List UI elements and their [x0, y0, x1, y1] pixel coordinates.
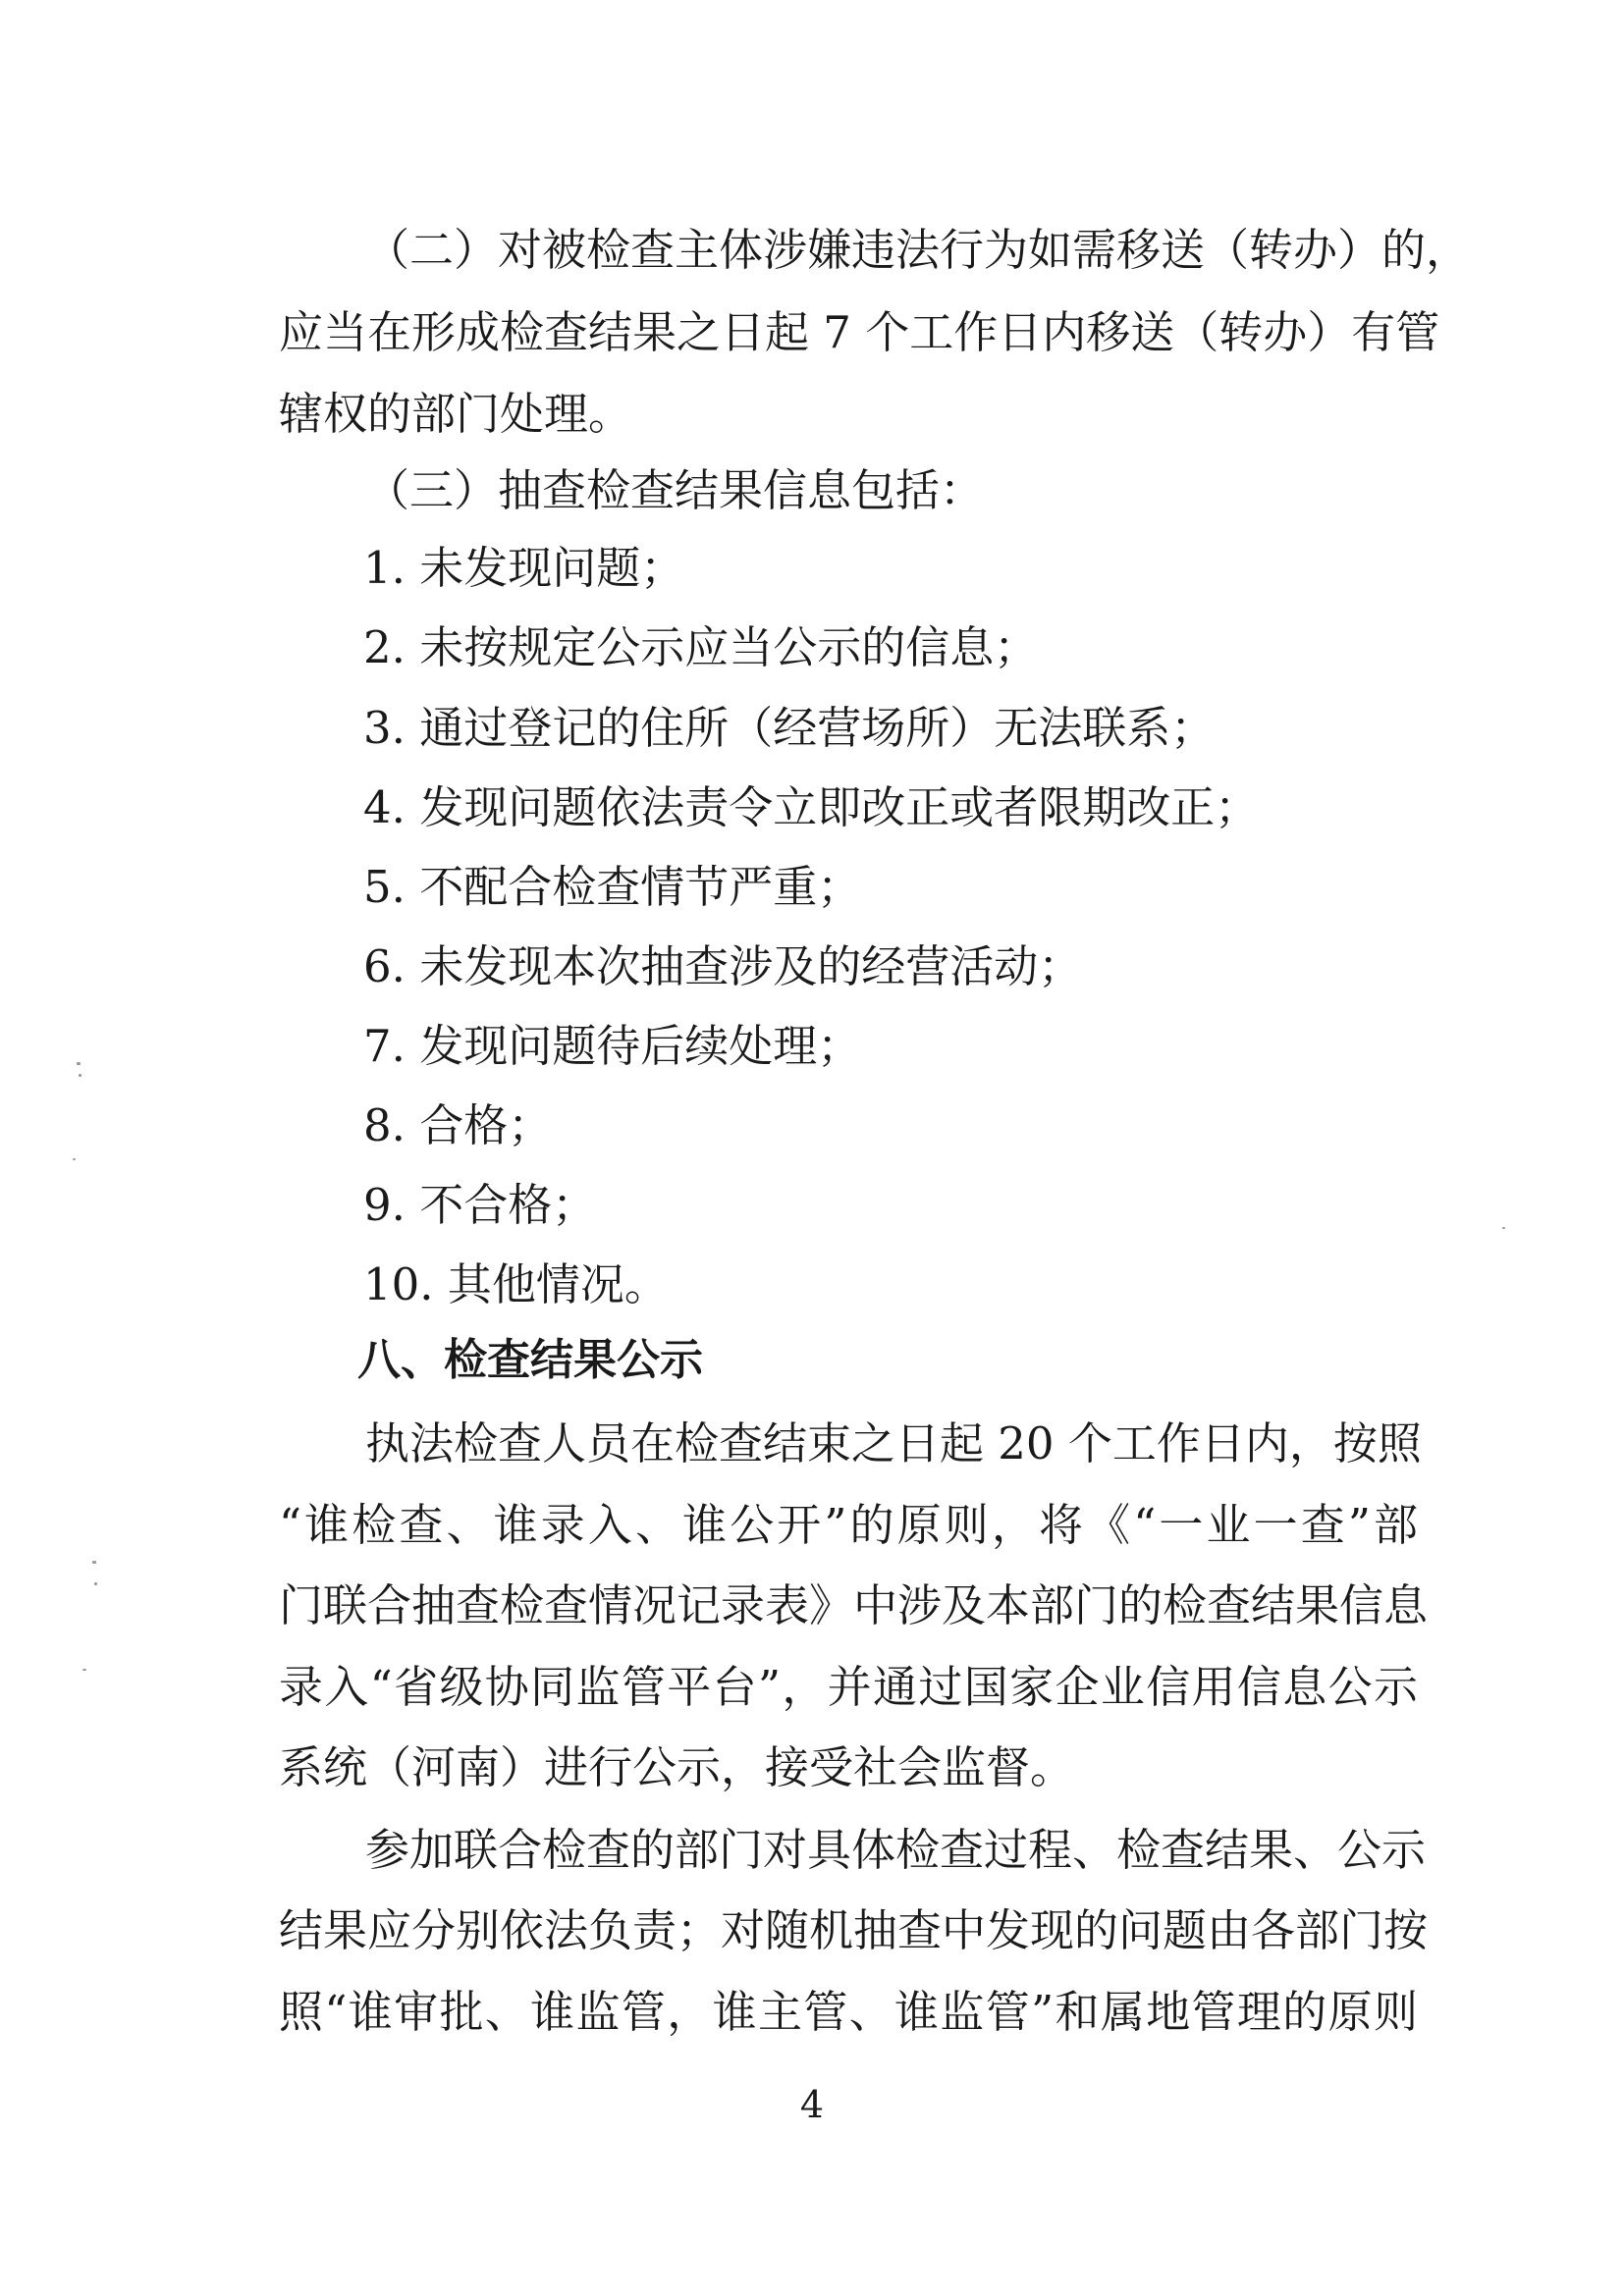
- para1-line: 系统（河南）进行公示，接受社会监督。: [279, 1741, 1075, 1793]
- list-item: 10. 其他情况。: [363, 1258, 669, 1310]
- scan-speck: [79, 1074, 81, 1077]
- scan-speck: [82, 1669, 86, 1671]
- para2-line: 照“谁审批、谁监管，谁主管、谁监管”和属地管理的原则: [279, 1986, 1418, 2038]
- para1-line: 门联合抽查检查情况记录表》中涉及本部门的检查结果信息: [279, 1579, 1429, 1631]
- list-item: 1. 未发现问题；: [363, 542, 685, 594]
- para1-line: 录入“省级协同监管平台”，并通过国家企业信用信息公示: [279, 1661, 1418, 1713]
- scan-speck: [77, 1062, 81, 1065]
- page-number: 4: [799, 2083, 825, 2126]
- item2-line3: 辖权的部门处理。: [279, 388, 633, 440]
- section-heading: 八、检查结果公示: [357, 1335, 703, 1385]
- list-item: 2. 未按规定公示应当公示的信息；: [363, 621, 1039, 673]
- para1-line: 执法检查人员在检查结束之日起 20 个工作日内，按照: [365, 1417, 1422, 1469]
- list-item: 3. 通过登记的住所（经营场所）无法联系；: [363, 702, 1216, 754]
- scan-speck: [73, 1158, 76, 1160]
- para2-line: 结果应分别依法负责；对随机抽查中发现的问题由各部门按: [279, 1904, 1429, 1956]
- scan-speck: [92, 1561, 96, 1564]
- scan-speck: [1502, 1227, 1505, 1229]
- item2-line2: 应当在形成检查结果之日起 7 个工作日内移送（转办）有管: [279, 306, 1440, 358]
- list-item: 4. 发现问题依法责令立即改正或者限期改正；: [363, 781, 1260, 833]
- list-item: 7. 发现问题待后续处理；: [363, 1020, 862, 1072]
- item3-intro: （三）抽查检查结果信息包括：: [365, 464, 985, 516]
- scan-speck: [94, 1582, 97, 1585]
- list-item: 5. 不配合检查情节严重；: [363, 861, 862, 913]
- item2-line1: （二）对被检查主体涉嫌违法行为如需移送（转办）的，: [365, 224, 1471, 276]
- list-item: 6. 未发现本次抽查涉及的经营活动；: [363, 940, 1083, 992]
- list-item: 9. 不合格；: [363, 1179, 597, 1231]
- para2-line: 参加联合检查的部门对具体检查过程、检查结果、公示: [365, 1824, 1427, 1876]
- list-item: 8. 合格；: [363, 1099, 553, 1151]
- para1-line: “谁检查、谁录入、谁公开”的原则，将《“一业一查”部: [279, 1499, 1418, 1551]
